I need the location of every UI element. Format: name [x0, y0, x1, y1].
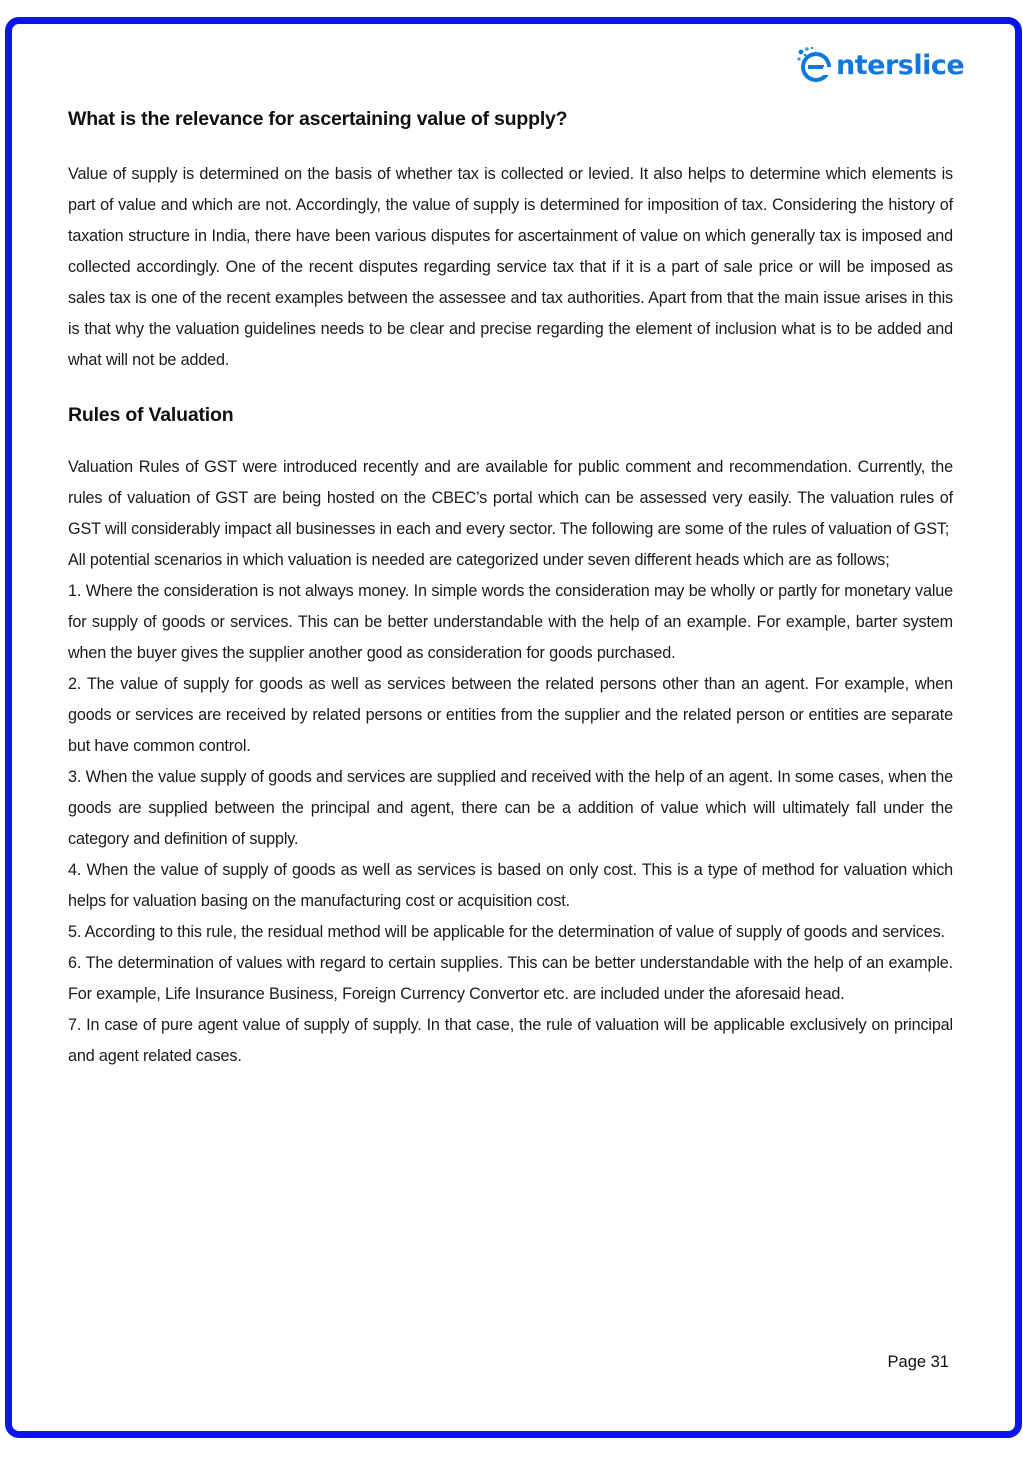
rules-body [68, 452, 953, 1072]
section-heading-relevance: What is the relevance for ascertaining value of supply? [68, 108, 568, 130]
enterslice-logo [795, 42, 964, 88]
section-heading-rules: Rules of Valuation [68, 404, 234, 426]
rule-item-7: 7. In case of pure agent value of supply of supply. In that case, the rule of valuation will be applicable exclusively on principal and agent related cases. [68, 1016, 953, 1065]
rule-item-4: 4. When the value of supply of goods as well as services is based on only cost. This is a type of method for valuation which helps for valuation basing on the manufacturing cost or acquisition cost. [68, 861, 953, 910]
rule-item-1: 1. Where the consideration is not always money. In simple words the consideration may be wholly or partly for monetary value for supply of goods or services. This can be better understandable with the help of an example. For example, barter system when the buyer gives the supplier another good as consideration for goods purchased. [68, 582, 953, 662]
rule-item-2: 2. The value of supply for goods as well as services between the related persons other than an agent. For example, when goods or services are received by related persons or entities from the supplier and the related person or entities are separate but have common control. [68, 675, 953, 755]
rules-intro: Valuation Rules of GST were introduced recently and are available for public comment and recommendation. Currently, the rules of valuation of GST are being hosted on the CBEC’s portal which can be assessed very easily. The valuation rules of GST will considerably impact all businesses in each and every sector. The following are some of the rules of valuation of GST; [68, 458, 953, 538]
page-number: Page 31 [887, 1353, 949, 1371]
logo-text: nterslice [836, 49, 965, 81]
rule-item-6: 6. The determination of values with regard to certain supplies. This can be better understandable with the help of an example. For example, Life Insurance Business, Foreign Currency Convertor etc. are included under the aforesaid head. [68, 954, 953, 1003]
enterslice-e-logo-icon [795, 45, 835, 85]
rule-item-5: 5. According to this rule, the residual method will be applicable for the determination of value of supply of goods and services. [68, 923, 945, 941]
relevance-paragraph: Value of supply is determined on the basis of whether tax is collected or levied. It also helps to determine which elements is part of value and which are not. Accordingly, the value of supply is determined for imposition of tax. Considering the history of taxation structure in India, there have been various disputes for ascertainment of value on which generally tax is imposed and collected accordingly. One of the recent disputes regarding service tax that if it is a part of sale price or will be imposed as sales tax is one of the recent examples between the assessee and tax authorities. Apart from that the main issue arises in this is that why the valuation guidelines needs to be clear and precise regarding the element of inclusion what is to be added and what will not be added. [68, 165, 953, 369]
rules-lead: All potential scenarios in which valuation is needed are categorized under seven different heads which are as follows; [68, 551, 890, 569]
rule-item-3: 3. When the value supply of goods and services are supplied and received with the help of an agent. In some cases, when the goods are supplied between the principal and agent, there can be a addition of value which will ultimately fall under the category and definition of supply. [68, 768, 953, 848]
